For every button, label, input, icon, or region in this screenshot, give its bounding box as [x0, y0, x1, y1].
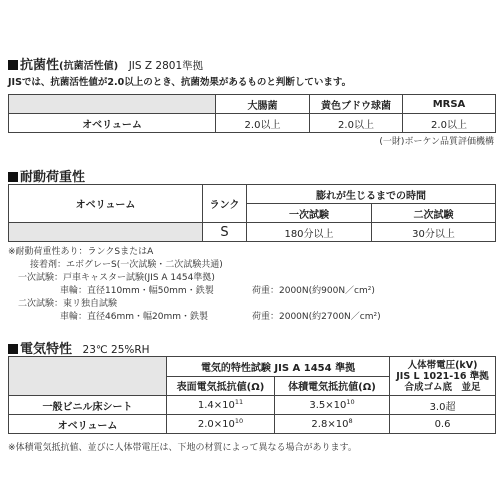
- load-note: 接着剤：エボグレーS(一次試験・二次試験共通): [30, 260, 223, 270]
- load-note: 一次試験：戸車キャスター試験(JIS A 1454準拠): [18, 273, 215, 283]
- load-test2-value: 30分以上: [372, 223, 496, 242]
- electric-voltage-value: 0.6: [390, 415, 496, 434]
- load-test1-value: 180分以上: [247, 223, 372, 242]
- antibacterial-value: 2.0以上: [403, 114, 496, 133]
- antibacterial-data-row: [9, 114, 496, 133]
- load-note: 二次試験：東リ独自試験: [18, 299, 118, 309]
- electric-row-label: オベリューム: [9, 415, 167, 434]
- electric-footnote: ※体積電気抵抗値、並びに人体帯電圧は、下地の材質によって異なる場合があります。: [8, 443, 357, 453]
- load-note: ※耐動荷重性あり：ランクSまたはA: [8, 247, 154, 257]
- electric-corner-cell: [9, 357, 167, 396]
- antibacterial-col-header: 黄色ブドウ球菌: [310, 95, 403, 114]
- antibacterial-corner-cell: [9, 95, 216, 114]
- antibacterial-header-row: [9, 95, 496, 114]
- load-rank-header: ランク: [203, 185, 247, 223]
- electric-data-row: [9, 415, 496, 434]
- electric-surface-value: $2.0\times 10^{10}$: [167, 415, 275, 434]
- load-empty-cell: [9, 223, 203, 242]
- section-marker-icon: [8, 60, 18, 70]
- load-row-label: オベリューム: [9, 185, 203, 223]
- electric-data-row: [9, 396, 496, 415]
- load-table: [8, 184, 496, 242]
- electric-voltage-value: 3.0超: [390, 396, 496, 415]
- electric-volume-value: $3.5\times 10^{10}$: [275, 396, 390, 415]
- load-rank-value: S: [203, 223, 247, 242]
- antibacterial-table: [8, 94, 496, 133]
- load-heading: 耐動荷重性: [8, 166, 85, 185]
- electric-volume-header: 体積電気抵抗値(Ω): [275, 376, 390, 396]
- section-marker-icon: [8, 172, 18, 182]
- antibacterial-col-header: 大腸菌: [216, 95, 310, 114]
- antibacterial-row-label: オベリューム: [9, 114, 216, 133]
- electric-volume-value: $2.8\times 10^8$: [275, 415, 390, 434]
- electric-row-label: 一般ビニル床シート: [9, 396, 167, 415]
- load-header-row: [9, 185, 496, 204]
- load-data-row: [9, 223, 496, 242]
- antibacterial-description: JISでは、抗菌活性値が2.0以上のとき、抗菌効果があるものと判断しています。: [8, 77, 352, 88]
- section-marker-icon: [8, 344, 18, 354]
- electric-table: [8, 356, 496, 434]
- load-time-header: 膨れが生じるまでの時間: [247, 185, 496, 204]
- electric-conditions: 23℃ 25%RH: [82, 344, 150, 356]
- electric-group-header: 電気的特性試験 JIS A 1454 準拠: [167, 357, 390, 377]
- electric-surface-header: 表面電気抵抗値(Ω): [167, 376, 275, 396]
- antibacterial-col-header: MRSA: [403, 95, 496, 114]
- load-note: 荷重：2000N(約900N／cm²): [252, 286, 375, 296]
- load-note: 車輪：直径46mm・幅20mm・鉄製: [60, 312, 208, 322]
- electric-heading: 電気特性 23℃ 25%RH: [8, 338, 150, 357]
- load-test1-header: 一次試験: [247, 204, 372, 223]
- antibacterial-standard: JIS Z 2801準拠: [128, 60, 204, 72]
- load-note: 荷重：2000N(約2700N／cm²): [252, 312, 381, 322]
- antibacterial-value: 2.0以上: [216, 114, 310, 133]
- electric-header-row: [9, 357, 496, 377]
- antibacterial-value: 2.0以上: [310, 114, 403, 133]
- electric-surface-value: $1.4\times 10^{11}$: [167, 396, 275, 415]
- antibacterial-source: (一財)ボーケン品質評価機構: [379, 137, 494, 147]
- electric-voltage-header: 人体帯電圧(kV) JIS L 1021-16 準拠 合成ゴム底 並足: [390, 357, 496, 396]
- load-note: 車輪：直径110mm・幅50mm・鉄製: [60, 286, 214, 296]
- load-test2-header: 二次試験: [372, 204, 496, 223]
- antibacterial-heading: 抗菌性(抗菌活性値) JIS Z 2801準拠: [8, 54, 203, 73]
